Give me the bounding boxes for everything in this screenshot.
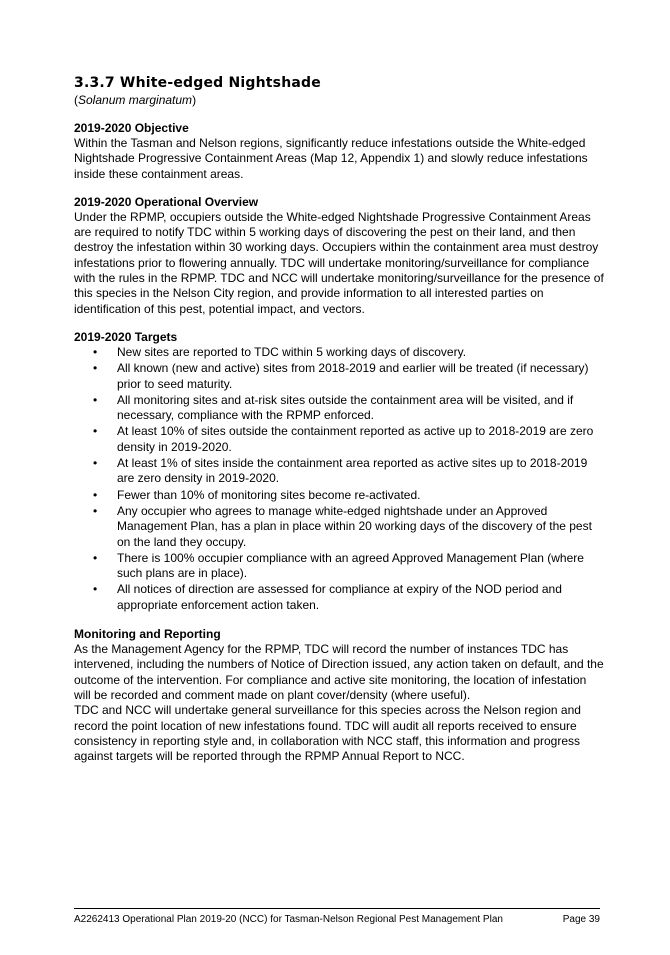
section-title: 3.3.7 White-edged Nightshade	[74, 75, 321, 91]
overview-text: Under the RPMP, occupiers outside the White-edged Nightshade Progressive Containment Areas are required to notify TDC within 5 working days of discovering the pest on their land, and then destroy the infestation within 30 working days. Occupiers within the containment area must destroy infestations prior to flowering annually. TDC will undertake monitoring/surveillance for compliance with the rules in the RPMP. TDC and NCC will undertake monitoring/surveillance for the presence of this species in the Nelson City region, and provide information to all interested parties on identification of this pest, potential impact, and vectors.	[74, 209, 604, 316]
target-text: All known (new and active) sites from 2018-2019 and earlier will be treated (if necessary) prior to seed maturity.	[117, 361, 589, 391]
target-text: New sites are reported to TDC within 5 working days of discovery.	[117, 344, 467, 359]
spacer	[74, 317, 604, 330]
bullet-icon: •	[93, 487, 98, 502]
monitoring-paragraph: As the Management Agency for the RPMP, TDC will record the number of instances TDC has intervened, including the numbers of Notice of Direction issued, any action taken on default, and the outcome of the intervention. For compliance and active site monitoring, the location of infestation will be recorded and comment made on plant cover/density (where useful).	[74, 642, 604, 702]
target-text: All monitoring sites and at-risk sites outside the containment area will be visited, and if necessary, compliance with the RPMP enforced.	[117, 392, 574, 423]
footer-document-reference: A2262413 Operational Plan 2019-20 (NCC) for Tasman-Nelson Regional Pest Management Plan	[74, 914, 503, 925]
monitoring-heading: Monitoring and Reporting	[74, 627, 221, 642]
target-text: At least 1% of sites inside the containment area reported as active sites up to 2018-2019 are zero density in 2019-2020.	[117, 456, 588, 486]
scientific-name-close: )	[192, 93, 197, 107]
scientific-name-open: (	[74, 93, 78, 107]
list-item	[74, 551, 604, 582]
list-item	[74, 504, 604, 550]
targets-list	[74, 345, 604, 613]
spacer	[74, 614, 604, 627]
list-item	[74, 361, 604, 392]
page-footer	[74, 908, 600, 926]
spacer	[74, 108, 604, 121]
targets-heading: 2019-2020 Targets	[74, 329, 178, 344]
overview-heading: 2019-2020 Operational Overview	[74, 194, 259, 209]
bullet-icon: •	[93, 503, 98, 518]
list-item	[74, 393, 604, 424]
list-item	[74, 424, 604, 455]
bullet-icon: •	[93, 361, 98, 376]
list-item	[74, 488, 604, 503]
scientific-name	[74, 92, 604, 108]
monitoring-paragraph: TDC and NCC will undertake general surveillance for this species across the Nelson region and record the point location of new infestations found. TDC will audit all reports received to ensure consistency in reporting style and, in collaboration with NCC staff, this information and progress against targets will be reported through the RPMP Annual Report to NCC.	[74, 703, 581, 764]
target-text: Any occupier who agrees to manage white-edged nightshade under an Approved Management Plan, has a plan in place within 20 working days of the discovery of the pest on the land they occupy.	[117, 503, 592, 549]
page-number: Page 39	[562, 914, 600, 925]
bullet-icon: •	[93, 424, 98, 439]
bullet-icon: •	[93, 582, 98, 597]
bullet-icon: •	[93, 392, 98, 407]
list-item	[74, 345, 604, 360]
objective-text: Within the Tasman and Nelson regions, significantly reduce infestations outside the White-edged Nightshade Progressive Containment Areas (Map 12, Appendix 1) and slowly reduce infestations inside these containment areas.	[74, 136, 588, 181]
bullet-icon: •	[93, 344, 98, 359]
target-text: Fewer than 10% of monitoring sites become re-activated.	[117, 487, 421, 502]
list-item	[74, 582, 604, 613]
objective-heading: 2019-2020 Objective	[74, 121, 189, 135]
target-text: There is 100% occupier compliance with an agreed Approved Management Plan (where such plans are in place).	[117, 550, 584, 581]
target-text: All notices of direction are assessed for compliance at expiry of the NOD period and appropriate enforcement action taken.	[117, 582, 562, 612]
list-item	[74, 456, 604, 487]
spacer	[74, 182, 604, 195]
document-page	[74, 74, 604, 764]
bullet-icon: •	[93, 456, 98, 471]
bullet-icon: •	[93, 550, 98, 565]
target-text: At least 10% of sites outside the containment reported as active up to 2018-2019 are zero density in 2019-2020.	[117, 424, 594, 454]
scientific-name-text: Solanum marginatum	[78, 93, 193, 107]
